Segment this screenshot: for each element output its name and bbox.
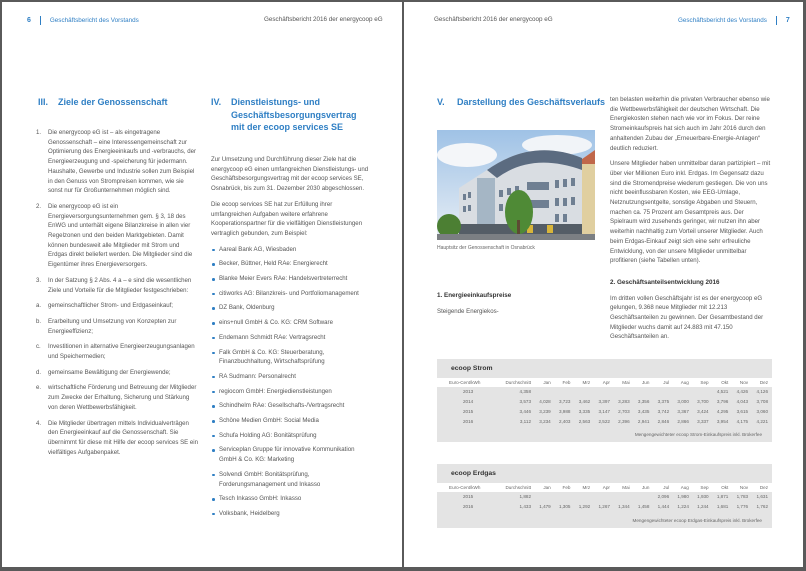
- table-cell: [634, 387, 654, 397]
- section-v-col1: [437, 291, 597, 322]
- table-cell: 3,700: [697, 399, 709, 405]
- page-number: 7: [785, 17, 790, 25]
- goal-item: [36, 276, 199, 295]
- table-cell: [574, 492, 594, 502]
- table-cell: 3,397: [598, 399, 610, 405]
- column-header: Okt: [721, 380, 729, 385]
- partner-item: Endemann Schmidt RAe: Vertragsrecht: [211, 333, 371, 343]
- table-cell: 3,234: [539, 418, 551, 424]
- partner-list: [211, 245, 371, 519]
- table-cell: 3,335: [578, 408, 591, 414]
- table-cell: 2014: [463, 399, 474, 405]
- table-title: ecoop Erdgas: [451, 470, 496, 477]
- table-cell: 4,221: [756, 418, 768, 424]
- table-cell: 3,239: [539, 408, 551, 414]
- table-cell: 3,375: [657, 399, 670, 405]
- table-cell: [574, 387, 594, 397]
- paragraph: Unsere Mitglieder haben unmittelbar daran partizipiert – mit über vier Millionen Euro inkl. Erdgas. Im Gegensatz dazu sind die Stromendpreise wiederum gestiegen. Die von uns nicht beeinflussbaren Kosten, wie EEG-Umlage, Netznutzungsentgelte, sonstige Abgaben und Steuern, machen ca. 75 Prozent am Gesamtpreis aus. Der Spielraum wird zusehends geringer, wir nutzen ihn aber weiterhin nachhaltig zum Vorteil unserer Mitglieder. Auch beim Erdgas-Einkauf zeigt sich eine sehr erfreuliche Entwicklung, von der unsere Mitglieder unmittelbar profitieren (siehe Tabellen unten).: [610, 160, 771, 265]
- list-text: Investitionen in alternative Energieerzeugungsanlagen und Speichermedien;: [48, 343, 195, 361]
- strom-price-table: [437, 359, 772, 442]
- table-cell: 3,112: [519, 418, 531, 424]
- table-cell: 1,783: [736, 494, 749, 500]
- table-row: [437, 407, 772, 417]
- column-header: Apr: [602, 380, 610, 385]
- column-header: Jun: [641, 485, 650, 490]
- table-cell: 1,458: [637, 504, 650, 510]
- table-cell: [535, 492, 555, 502]
- table-cell: 1,930: [697, 494, 709, 500]
- table-row: [437, 416, 772, 426]
- list-text: Die energycoop eG ist – als eingetragene Genossenschaft – eine Interessengemeinschaft zur Optimierung des Energieeinkaufs und -verbrauchs, der Energieerzeugung und -speicherung für jedermann. Haushalte, Gewerbe und Industrie sollen zum Beispiel in den Genuss von Strompreisen kommen, wie sie sonst nur für Großunternehmen möglich sind.: [48, 129, 197, 195]
- column-header: Mrz: [582, 485, 591, 490]
- table-row: [437, 397, 772, 407]
- price-table: [437, 483, 772, 512]
- partner-item: Solvendi GmbH: Bonitätsprüfung, Forderungsmanagement und Inkasso: [211, 470, 371, 489]
- table-cell: 2,403: [558, 418, 571, 424]
- table-cell: 2,396: [618, 418, 630, 424]
- list-text: wirtschaftliche Förderung und Betreuung der Mitglieder zum Zwecke der Erhaltung, Sicherung und Stärkung von deren Wettbewerbsfähigkeit.: [48, 384, 197, 411]
- table-cell: 2016: [463, 418, 474, 424]
- list-marker: e.: [36, 384, 42, 392]
- column-header: Durchschnitt: [505, 485, 531, 490]
- table-cell: 4,028: [539, 399, 551, 405]
- table-cell: 3,337: [697, 418, 709, 424]
- column-header: Dez: [759, 485, 768, 490]
- table-cell: 3,708: [756, 399, 768, 405]
- table-cell: 1,244: [697, 504, 709, 510]
- section-title-line: Geschäftsbesorgungsvertrag: [231, 109, 357, 120]
- table-cell: 2013: [463, 389, 474, 395]
- partner-item: eins+null GmbH & Co. KG: CRM Software: [211, 318, 371, 328]
- list-marker: 1.: [36, 129, 42, 136]
- column-header: Jul: [663, 380, 670, 385]
- section-heading-iv: [211, 96, 391, 134]
- partner-item: Schöne Medien GmbH: Social Media: [211, 416, 371, 426]
- list-text: gemeinschaftlicher Strom- und Erdgaseinkauf;: [48, 302, 173, 310]
- partner-item: Schufa Holding AG: Bonitätsprüfung: [211, 431, 371, 441]
- table-cell: 1,224: [677, 504, 689, 510]
- table-cell: 1,433: [519, 504, 531, 510]
- section-title: Darstellung des Geschäftsverlaufs: [457, 97, 606, 107]
- list-text: gemeinsame Bewältigung der Energiewende;: [48, 368, 171, 376]
- list-marker: 4.: [36, 419, 42, 427]
- section-heading-v: [437, 96, 605, 109]
- table-cell: 2,866: [677, 418, 689, 424]
- column-header: Mrz: [582, 380, 591, 385]
- table-cell: 1,267: [598, 504, 610, 510]
- list-marker: d.: [36, 368, 42, 376]
- column-header: Aug: [680, 485, 689, 490]
- table-cell: 1,444: [657, 504, 670, 510]
- section-title: Ziele der Genossenschaft: [58, 97, 168, 107]
- paragraph: Steigende Energiekos-: [437, 307, 499, 315]
- table-cell: 3,424: [697, 408, 709, 414]
- table-cell: 1,631: [756, 494, 768, 500]
- table-row: [437, 502, 772, 512]
- table-row: [437, 492, 772, 502]
- column-header: Sep: [700, 380, 709, 385]
- section-title-line: Dienstleistungs- und: [231, 97, 321, 107]
- table-cell: [693, 387, 713, 397]
- column-header: Nov: [739, 380, 749, 385]
- table-cell: 3,954: [716, 418, 729, 424]
- building-photo-icon: [437, 130, 595, 240]
- paragraph: ten belasten weiterhin die privaten Verbraucher ebenso wie die Wettbewerbsfähigkeit der deutschen Wirtschaft. Die Energiekosten stehen nach wie vor im Fokus. Der reine Stromeinkaufspreis hat sich auch im Jahr 2016 durch den anhaltenden Zubau der „Erneuerbare-Energie-Anlagen“ deutlich reduziert.: [610, 96, 770, 152]
- header-report-title: Geschäftsbericht 2016 der energycoop eG: [264, 16, 383, 23]
- goal-item: [36, 419, 199, 458]
- section-v-col2: [610, 95, 772, 348]
- left-page: [2, 2, 402, 567]
- table-cell: 1,980: [677, 494, 689, 500]
- table-cell: 1,882: [519, 494, 531, 500]
- table-cell: 3,615: [736, 408, 749, 414]
- list-text: Die energycoop eG ist ein Energieversorgungsunternehmen gem. § 3, 18 des EnWG und unterhält eigene Bilanzkreise in allen vier Regelzonen und den beiden Marktgebieten. Damit können bundesweit alle Mitglieder mit Strom und Erdgas direkt beliefert werden. Die Mitglieder sind die Eigentümer ihres Energieversorgers.: [48, 202, 193, 269]
- partner-item: regiocom GmbH: Energiedienstleistungen: [211, 387, 371, 397]
- partner-item: Aareal Bank AG, Wiesbaden: [211, 245, 371, 255]
- left-page-header: [27, 16, 139, 25]
- section-iii-body: [36, 128, 199, 463]
- column-header: Jan: [543, 380, 551, 385]
- page-number: 6: [27, 17, 31, 25]
- section-iv-body: [211, 155, 371, 524]
- section-title-line: mit der ecoop services SE: [231, 122, 344, 132]
- table-title: ecoop Strom: [451, 365, 493, 372]
- section-heading-iii: [38, 96, 168, 109]
- table-cell: 3,723: [558, 399, 571, 405]
- list-marker: b.: [36, 317, 42, 325]
- subsection-title: 2. Geschäftsanteilsentwicklung 2016: [610, 278, 720, 286]
- table-cell: [614, 387, 634, 397]
- partner-item: Falk GmbH & Co. KG: Steuerberatung, Finanzbuchhaltung, Wirtschaftsprüfung: [211, 348, 371, 367]
- table-cell: 2,522: [598, 418, 610, 424]
- table-cell: 3,988: [558, 408, 571, 414]
- table-cell: 4,521: [716, 389, 729, 395]
- column-header: Dez: [759, 380, 768, 385]
- table-cell: 3,796: [716, 399, 729, 405]
- table-cell: 2,941: [637, 418, 650, 424]
- table-cell: 2,703: [618, 408, 630, 414]
- paragraph: Zur Umsetzung und Durchführung dieser Ziele hat die energycoop eG einen umfangreichen Dienstleistungs- und Geschäftsbesorgungsvertrag mit der ecoop services SE, Osnabrück, bis zum 31. Dezember 2030 abgeschlossen.: [211, 156, 369, 193]
- table-cell: [535, 387, 555, 397]
- column-header: Nov: [739, 485, 749, 490]
- header-divider: [776, 16, 777, 25]
- goal-sub-item: [36, 383, 199, 412]
- table-cell: 3,060: [756, 408, 768, 414]
- column-header: Sep: [700, 485, 709, 490]
- table-cell: [555, 492, 575, 502]
- goal-sub-item: [36, 342, 199, 361]
- table-cell: 1,292: [578, 504, 591, 510]
- partner-item: Tesch Inkasso GmbH: Inkasso: [211, 494, 371, 504]
- list-text: Erarbeitung und Umsetzung von Konzepten zur Energieeffizienz;: [48, 317, 177, 335]
- table-cell: 2,846: [657, 418, 670, 424]
- table-cell: [614, 492, 634, 502]
- table-cell: 4,043: [736, 399, 749, 405]
- list-marker: a.: [36, 302, 42, 310]
- header-section: Geschäftsbericht des Vorstands: [49, 17, 139, 25]
- goal-sub-item: [36, 317, 199, 336]
- partner-item: Becker, Büttner, Held RAe: Energierecht: [211, 259, 371, 269]
- goal-item: [36, 202, 199, 270]
- table-cell: 3,283: [618, 399, 630, 405]
- partner-item: Serviceplan Gruppe für innovative Kommunikation GmbH & Co. KG: Marketing: [211, 445, 371, 464]
- column-header: Euro-Cent/kWh: [449, 485, 481, 490]
- table-cell: 4,358: [519, 389, 531, 395]
- column-header: Jan: [543, 485, 551, 490]
- list-marker: 2.: [36, 202, 42, 210]
- photo-caption: Hauptsitz der Genossenschaft in Osnabrück: [437, 245, 535, 251]
- partner-item: citiworks AG: Bilanzkreis- und Portfoliomanagement: [211, 289, 371, 299]
- table-cell: [555, 387, 575, 397]
- table-cell: 1,479: [539, 504, 551, 510]
- table-cell: 3,446: [519, 408, 531, 414]
- table-note: Mengengewichteter ecoop Strom-Einkaufspreis inkl. Brokerfee: [634, 432, 762, 438]
- list-marker: c.: [36, 343, 41, 351]
- list-text: Die Mitglieder übertragen mittels Individualverträgen den Energieeinkauf auf die Genossenschaft. Sie übernimmt für diese mit Hilfe der ecoop services SE ein vielfältiges Aufgabenpaket.: [48, 419, 199, 456]
- table-cell: 3,147: [598, 408, 610, 414]
- price-table: [437, 378, 772, 426]
- header-report-title: Geschäftsbericht 2016 der energycoop eG: [434, 16, 553, 23]
- table-cell: 4,126: [756, 389, 768, 395]
- table-cell: 1,305: [558, 504, 571, 510]
- table-cell: 4,175: [736, 418, 749, 424]
- right-page-header: [678, 16, 790, 25]
- goal-sub-item: [36, 368, 199, 378]
- column-header: Feb: [562, 380, 571, 385]
- table-cell: 2015: [463, 494, 474, 500]
- table-cell: 3,000: [677, 399, 689, 405]
- column-header: Mai: [622, 380, 630, 385]
- header-divider: [40, 16, 41, 25]
- table-cell: 2016: [463, 504, 474, 510]
- headquarters-photo: [437, 130, 595, 240]
- column-header: Okt: [721, 485, 729, 490]
- table-cell: [594, 492, 614, 502]
- partner-item: RA Sudmann: Personalrecht: [211, 372, 371, 382]
- table-cell: 2,563: [578, 418, 591, 424]
- table-cell: 3,367: [677, 408, 689, 414]
- table-cell: 1,681: [716, 504, 729, 510]
- list-text: In der Satzung § 2 Abs. 4 a – e sind die wesentlichen Ziele und Vorteile für die Mitglieder festgeschrieben:: [48, 276, 192, 294]
- table-cell: 3,462: [578, 399, 591, 405]
- right-page: [404, 2, 803, 567]
- table-cell: 4,426: [736, 389, 749, 395]
- goal-sub-item: [36, 301, 199, 311]
- table-cell: 2,096: [657, 494, 670, 500]
- table-cell: 1,776: [736, 504, 749, 510]
- column-header: Aug: [680, 380, 689, 385]
- header-section: Geschäftsbericht des Vorstands: [678, 17, 767, 25]
- table-note: Mengengewichteter ecoop Erdgas-Einkaufspreis inkl. Brokerfee: [632, 517, 762, 523]
- list-marker: 3.: [36, 276, 42, 284]
- column-header: Durchschnitt: [505, 380, 531, 385]
- table-cell: 2015: [463, 408, 474, 414]
- subsection-title: 1. Energieeinkaufspreise: [437, 292, 512, 299]
- section-numeral: III.: [38, 97, 49, 107]
- table-cell: 3,742: [657, 408, 670, 414]
- erdgas-price-table: [437, 464, 772, 528]
- table-cell: [673, 387, 693, 397]
- goal-item: [36, 128, 199, 196]
- partner-item: Volksbank, Heidelberg: [211, 509, 371, 519]
- paragraph: Im dritten vollen Geschäftsjahr ist es der energycoop eG gelungen, 9.368 neue Mitglieder mit 12.213 Geschäftsanteilen zu gewinnen. Der Gesamtbestand der Mitglieder wuchs damit auf 24.883 mit 47.150 Geschäftsanteilen an.: [610, 294, 764, 341]
- table-cell: 1,344: [618, 504, 630, 510]
- table-cell: 3,435: [637, 408, 650, 414]
- table-cell: 3,573: [519, 399, 531, 405]
- section-numeral: V.: [437, 97, 445, 107]
- table-cell: 4,295: [716, 408, 729, 414]
- column-header: Mai: [622, 485, 630, 490]
- table-cell: [634, 492, 654, 502]
- table-cell: 1,762: [756, 504, 768, 510]
- table-cell: 1,871: [716, 494, 729, 500]
- partner-item: DZ Bank, Oldenburg: [211, 303, 371, 313]
- partner-item: Schindhelm RAe: Gesellschafts-/Vertragsrecht: [211, 401, 371, 411]
- table-cell: [653, 387, 673, 397]
- table-cell: 3,356: [637, 399, 650, 405]
- table-cell: [594, 387, 614, 397]
- column-header: Euro-Cent/kWh: [449, 380, 481, 385]
- column-header: Apr: [602, 485, 610, 490]
- column-header: Jun: [641, 380, 650, 385]
- section-numeral: IV.: [211, 97, 222, 107]
- column-header: Feb: [562, 485, 571, 490]
- table-row: [437, 387, 772, 397]
- partner-item: Blanke Meier Evers RAe: Handelsvertreterrecht: [211, 274, 371, 284]
- column-header: Jul: [663, 485, 670, 490]
- paragraph: Die ecoop services SE hat zur Erfüllung ihrer umfangreichen Aufgaben weitere erfahrene Kooperationspartner für die vielfältigen Dienstleistungen vertraglich gebunden, zum Beispiel:: [211, 200, 363, 237]
